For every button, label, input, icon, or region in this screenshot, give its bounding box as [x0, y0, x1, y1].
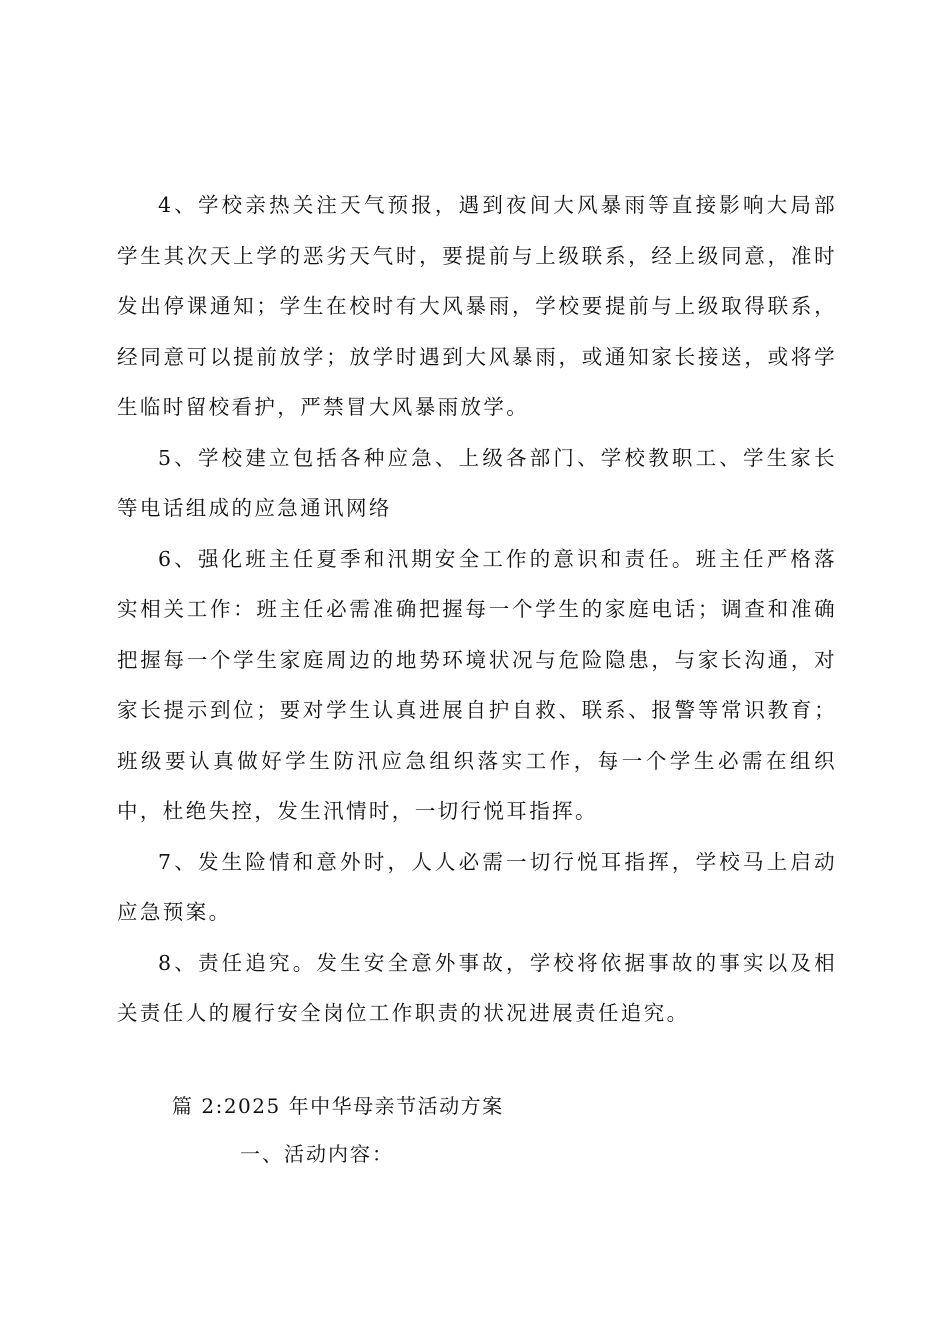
- paragraph-item-5: 5、学校建立包括各种应急、上级各部门、学校教职工、学生家长等电话组成的应急通讯网络: [117, 445, 837, 520]
- paragraph-item-8: 8、责任追究。发生安全意外事故，学校将依据事故的事实以及相关责任人的履行安全岗位工作职责的状况进展责任追究。: [117, 950, 837, 1025]
- section-title: 篇 2:2025 年中华母亲节活动方案: [172, 1094, 504, 1118]
- paragraph-item-4: 4、学校亲热关注天气预报，遇到夜间大风暴雨等直接影响大局部学生其次天上学的恶劣天气时，要提前与上级联系，经上级同意，准时发出停课通知；学生在校时有大风暴雨，学校要提前与上级取得联系，经同意可以提前放学；放学时遇到大风暴雨，或通知家长接送，或将学生临时留校看护，严禁冒大风暴雨放学。: [117, 193, 837, 419]
- paragraph-item-6: 6、强化班主任夏季和汛期安全工作的意识和责任。班主任严格落实相关工作：班主任必需准确把握每一个学生的家庭电话；调查和准确把握每一个学生家庭周边的地势环境状况与危险隐患，与家长沟通，对家长提示到位；要对学生认真进展自护自救、联系、报警等常识教育；班级要认真做好学生防汛应急组织落实工作，每一个学生必需在组织中，杜绝失控，发生汛情时，一切行悦耳指挥。: [117, 546, 837, 823]
- sub-heading: 一、活动内容：: [240, 1142, 394, 1166]
- document-body: [117, 180, 837, 1039]
- paragraph-item-7: 7、发生险情和意外时，人人必需一切行悦耳指挥，学校马上启动应急预案。: [117, 849, 837, 924]
